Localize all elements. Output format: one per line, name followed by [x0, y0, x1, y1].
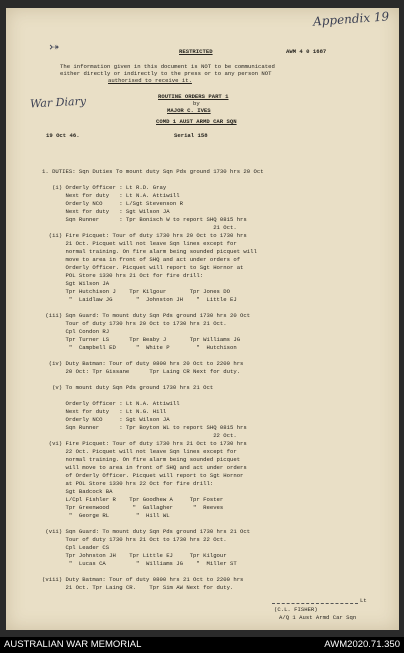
orders-by: by	[193, 100, 200, 107]
signature-rank: Lt	[360, 597, 367, 604]
order-line: move to area in front of SHQ and act under orders of	[42, 256, 241, 263]
signature-line	[272, 603, 358, 604]
order-line: Next for duty : Lt N.G. Hill	[42, 408, 167, 415]
order-line: Tour of duty 1730 hrs 20 Oct to 1730 hrs 21 Oct.	[42, 320, 227, 327]
appendix-annotation: Appendix 19	[312, 9, 390, 29]
order-line: Orderly Officer. Picquet will report to Sgt Hornor at	[42, 264, 244, 271]
order-line: " George RL " Hill WL	[42, 512, 170, 519]
order-line: (iv) Duty Batman: Tour of duty 0800 hrs 20 Oct to 2200 hrs	[42, 360, 244, 367]
order-line: normal training. On fire alarm being sounded picquet	[42, 456, 241, 463]
order-line: (iii) Sqn Guard: To mount duty Sqn Pds ground 1730 hrs 20 Oct	[42, 312, 251, 319]
order-line: normal training. On fire alarm being sounded picquet will	[42, 248, 257, 255]
order-line: 21 Oct.	[42, 224, 237, 231]
order-line: 1. DUTIES: Sqn Duties To mount duty Sqn Pds ground 1730 hrs 20 Oct	[42, 168, 264, 175]
order-line: Orderly NCO : Sgt Wilson JA	[42, 416, 170, 423]
order-line: Sgt Badcock BA	[42, 488, 113, 495]
order-line: 22 Oct. Picquet will not leave Sqn lines except for	[42, 448, 237, 455]
order-line: (i) Orderly Officer : Lt R.D. Gray	[42, 184, 167, 191]
orders-title: ROUTINE ORDERS PART 1	[158, 93, 229, 100]
notice-line-2: either directly or indirectly to the press or to any person NOT	[60, 70, 272, 77]
order-line: Cpl Leader CS	[42, 544, 110, 551]
order-line: (ii) Fire Picquet: Tour of duty 1730 hrs 20 Oct to 1730 hrs	[42, 232, 247, 239]
signature-appointment: A/Q 1 Aust Armd Car Sqn	[279, 614, 357, 621]
order-line: Sgt Wilson JA	[42, 280, 110, 287]
order-line: Sqn Runner : Tpr Boyton WL to report SHQ 0815 hrs	[42, 424, 247, 431]
order-line: (viii) Duty Batman: Tour of duty 0800 hrs 21 Oct to 2200 hrs	[42, 576, 244, 583]
order-line: (v) To mount duty Sqn Pds ground 1730 hrs 21 Oct	[42, 384, 214, 391]
war-diary-annotation: War Diary	[29, 94, 87, 111]
order-line: Orderly Officer : Lt N.A. Attiwill	[42, 400, 180, 407]
footer-institution: AUSTRALIAN WAR MEMORIAL	[4, 639, 142, 650]
order-line: Next for duty : Sgt Wilson JA	[42, 208, 170, 215]
archive-footer	[0, 637, 404, 653]
order-line: (vi) Fire Picquet: Tour of duty 1730 hrs 21 Oct to 1730 hrs	[42, 440, 247, 447]
order-line: Tpr Hutchison J Tpr Kilgour Tpr Jones DO	[42, 288, 230, 295]
footer-accession: AWM2020.71.350	[324, 639, 400, 650]
order-line: L/Cpl Fishler R Tpr Goodhew A Tpr Foster	[42, 496, 224, 503]
notice-line-3: authorised to receive it.	[108, 77, 192, 84]
unit-title: COMD 1 AUST ARMD CAR SQN	[156, 118, 237, 125]
commander-name: MAJOR C. IVES	[167, 107, 211, 114]
order-line: will move to area in front of SHQ and act under orders	[42, 464, 247, 471]
order-line: 20 Oct: Tpr Gissane Tpr Laing CR Next for duty.	[42, 368, 241, 375]
document-page	[6, 8, 399, 630]
corner-tick-mark: ⤐	[49, 40, 60, 54]
order-date: 19 Oct 46.	[46, 132, 80, 139]
serial-number: Serial 158	[174, 132, 208, 139]
order-line: 21 Oct. Picquet will not leave Sqn lines except for	[42, 240, 237, 247]
archive-reference: AWM 4 0 1687	[286, 48, 327, 55]
order-line: " Campbell ED " White P " Hutchison	[42, 344, 237, 351]
order-line: 22 Oct.	[42, 432, 237, 439]
order-line: Tpr Johnston JH Tpr Little EJ Tpr Kilgour	[42, 552, 227, 559]
order-line: (vii) Sqn Guard: To mount duty Sqn Pds ground 1730 hrs 21 Oct	[42, 528, 251, 535]
classification-label: RESTRICTED	[179, 48, 213, 55]
order-line: Tour of duty 1730 hrs 21 Oct to 1730 hrs 22 Oct.	[42, 536, 227, 543]
order-line: Orderly NCO : L/Sgt Stevenson R	[42, 200, 183, 207]
order-line: Cpl Condon RJ	[42, 328, 110, 335]
order-line: POL Store 1330 hrs 21 Oct for fire drill:	[42, 272, 204, 279]
notice-line-1: The information given in this document is NOT to be communicated	[60, 63, 275, 70]
order-line: Tpr Greenwood " Gallagher " Reeves	[42, 504, 224, 511]
signature-name: (C.L. FISHER)	[274, 606, 318, 613]
order-line: 21 Oct. Tpr Laing CR. Tpr Sim AW Next for duty.	[42, 584, 234, 591]
order-line: at POL Store 1330 hrs 22 Oct for fire drill:	[42, 480, 214, 487]
order-line: Tpr Turner LS Tpr Beaby J Tpr Williams JG	[42, 336, 241, 343]
order-line: of Orderly Officer. Picquet will report to Sgt Hornor	[42, 472, 244, 479]
order-line: " Laidlaw JG " Johnston JH " Little EJ	[42, 296, 237, 303]
order-line: Next for duty : Lt N.A. Attiwill	[42, 192, 180, 199]
order-line: Sqn Runner : Tpr Bonisch W to report SHQ 0815 hrs	[42, 216, 247, 223]
order-line: " Lucas CA " Williams JG " Miller ST	[42, 560, 237, 567]
